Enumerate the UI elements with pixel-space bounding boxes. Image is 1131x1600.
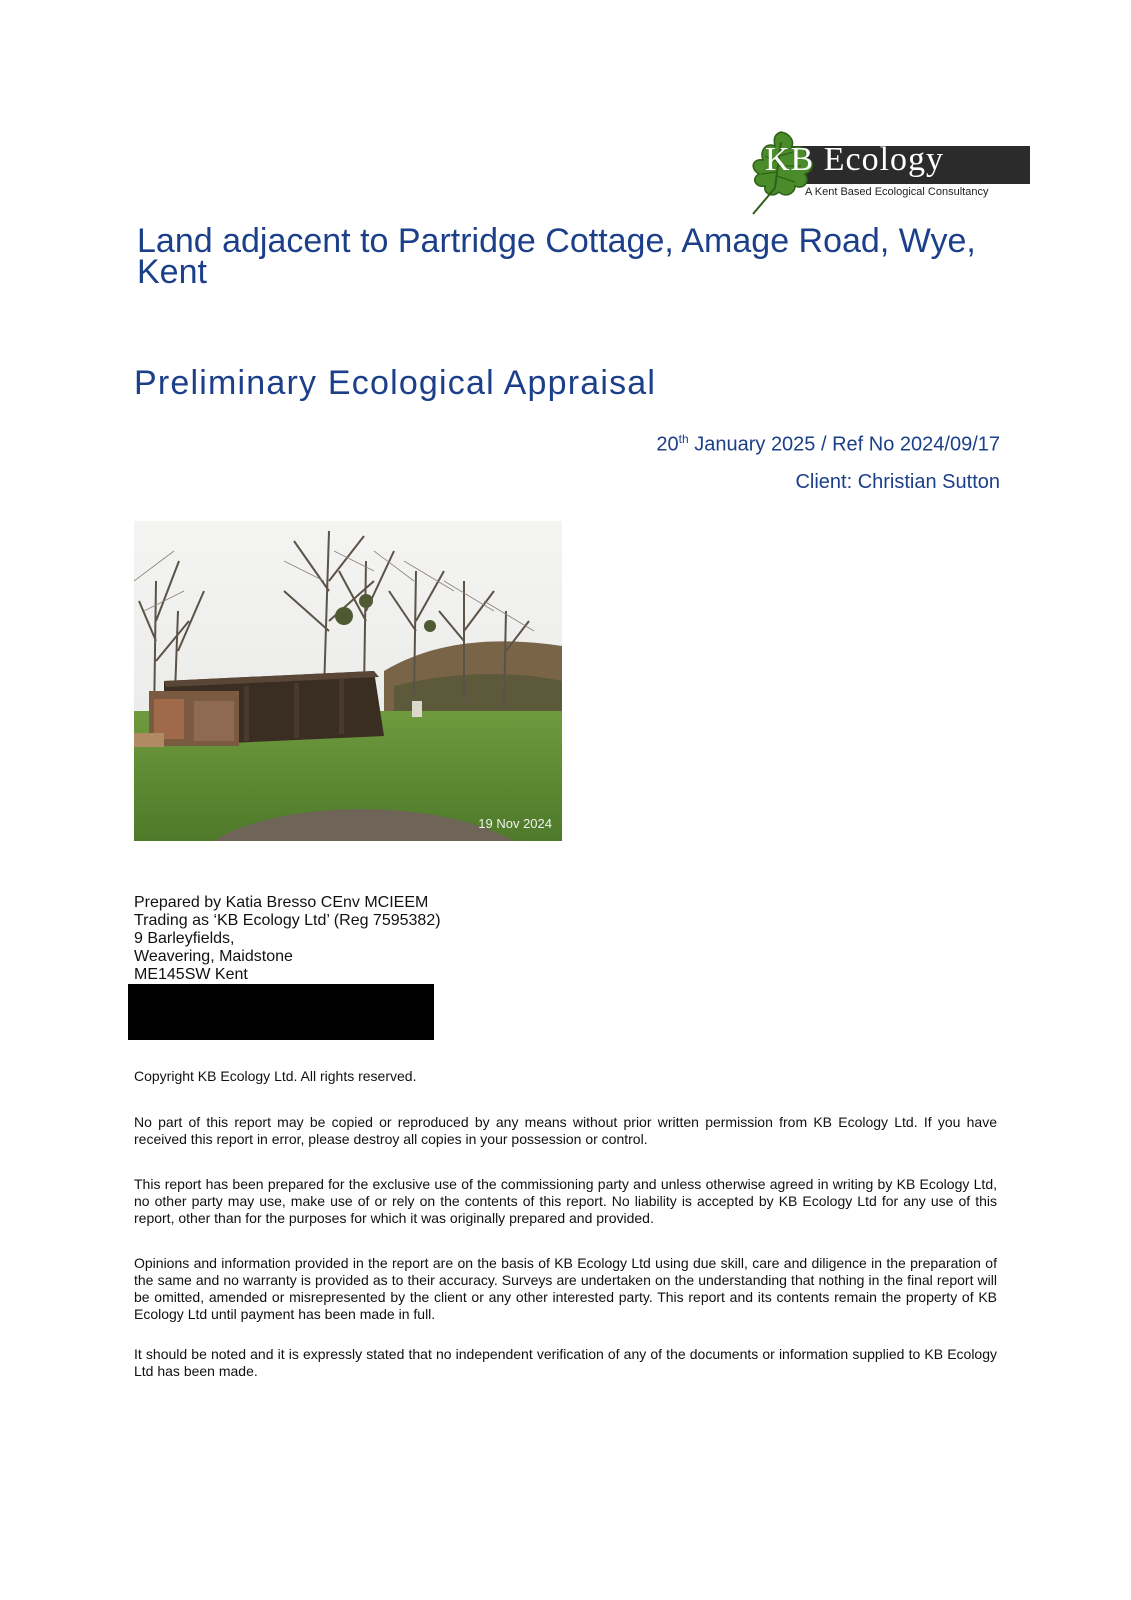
site-photo — [134, 521, 562, 841]
address-line: Prepared by Katia Bresso CEnv MCIEEM — [134, 894, 429, 911]
date-day: 20 — [656, 433, 679, 456]
company-logo — [745, 128, 1030, 216]
date-suffix: th — [678, 432, 689, 446]
legal-paragraph: This report has been prepared for the exclusive use of the commissioning party and unless otherwise agreed in writing by KB Ecology Ltd, no other party may use, make use of or rely on the contents of this report. No liability is accepted by KB Ecology Ltd for any use of this report, other than for the purposes for which it was originally prepared and provided. — [134, 1176, 997, 1226]
address-line: 9 Barleyfields, — [134, 930, 235, 947]
client-name: Client: Christian Sutton — [795, 471, 1000, 493]
address-line: Weavering, Maidstone — [134, 948, 293, 965]
date-rest: January 2025 / Ref No 2024/09/17 — [688, 433, 1000, 456]
logo-tagline: A Kent Based Ecological Consultancy — [805, 186, 989, 198]
address-line: Trading as ‘KB Ecology Ltd’ (Reg 7595382) — [134, 912, 441, 929]
legal-paragraph: No part of this report may be copied or reproduced by any means without prior written permission from KB Ecology Ltd. If you have received this report in error, please destroy all copies in your possession or control. — [134, 1114, 997, 1147]
copyright-notice: Copyright KB Ecology Ltd. All rights reserved. — [134, 1068, 417, 1084]
legal-paragraph: Opinions and information provided in the report are on the basis of KB Ecology Ltd using due skill, care and diligence in the preparation of the same and no warranty is provided as to their accuracy. Surveys are undertaken on the understanding that nothing in the final report will be omitted, amended or misrepresented by the client or any other interested party. This report and its contents remain the property of KB Ecology Ltd until payment has been made in full. — [134, 1255, 997, 1322]
photo-date-stamp: 19 Nov 2024 — [478, 816, 552, 831]
address-line: ME145SW Kent — [134, 966, 248, 983]
logo-name: KB Ecology — [765, 141, 945, 178]
legal-paragraph: It should be noted and it is expressly stated that no independent verification of any of the documents or information supplied to KB Ecology Ltd has been made. — [134, 1346, 997, 1379]
report-site-title: Land adjacent to Partridge Cottage, Amage Road, Wye, Kent — [137, 222, 976, 291]
redaction-box — [128, 984, 434, 1040]
preparer-address — [134, 894, 441, 984]
date-reference — [656, 432, 1000, 457]
report-type-title: Preliminary Ecological Appraisal — [134, 364, 657, 402]
